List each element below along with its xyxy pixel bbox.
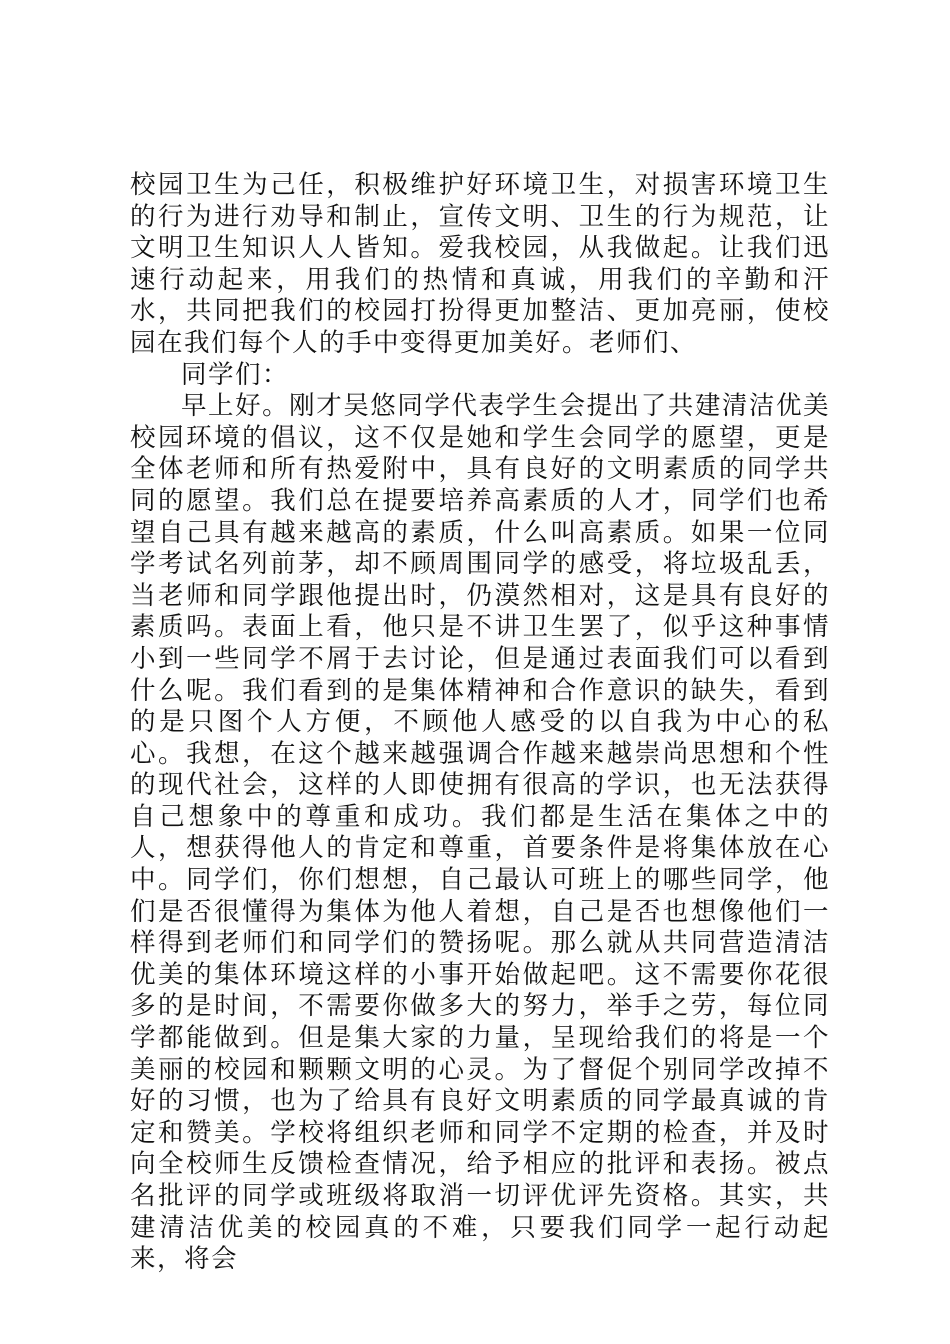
paragraph-salutation: 同学们： (181, 359, 290, 390)
paragraph-continuation: 校园卫生为己任，积极维护好环境卫生，对损害环境卫生的行为进行劝导和制止，宣传文明、卫生的行为规范，让文明卫生知识人人皆知。爱我校园，从我做起。让我们迅速行动起来，用我们的热情和真诚，用我们的辛勤和汗水，共同把我们的校园打扮得更加整洁、更加亮丽，使校园在我们每个人的手中变得更加美好。老师们、 (130, 170, 830, 358)
paragraph-speech-body: 早上好。刚才吴悠同学代表学生会提出了共建清洁优美校园环境的倡议，这不仅是她和学生会同学的愿望，更是全体老师和所有热爱附中，具有良好的文明素质的同学共同的愿望。我们总在提要培养高素质的人才，同学们也希望自己具有越来越高的素质，什么叫高素质。如果一位同学考试名列前茅，却不顾周围同学的感受，将垃圾乱丢，当老师和同学跟他提出时，仍漠然相对，这是具有良好的素质吗。表面上看，他只是不讲卫生罢了，似乎这种事情小到一些同学不屑于去讨论，但是通过表面我们可以看到什么呢。我们看到的是集体精神和合作意识的缺失，看到的是只图个人方便，不顾他人感受的以自我为中心的私心。我想，在这个越来越强调合作越来越崇尚思想和个性的现代社会，这样的人即使拥有很高的学识，也无法获得自己想象中的尊重和成功。我们都是生活在集体之中的人，想获得他人的肯定和尊重，首要条件是将集体放在心中。同学们，你们想想，自己最认可班上的哪些同学，他们是否很懂得为集体为他人着想，自己是否也想像他们一样得到老师们和同学们的赞扬呢。那么就从共同营造清洁优美的集体环境这样的小事开始做起吧。这不需要你花很多的是时间，不需要你做多大的努力，举手之劳，每位同学都能做到。但是集大家的力量，呈现给我们的将是一个美丽的校园和颗颗文明的心灵。为了督促个别同学改掉不好的习惯，也为了给具有良好文明素质的同学最真诚的肯定和赞美。学校将组织老师和同学不定期的检查，并及时向全校师生反馈检查情况，给予相应的批评和表扬。被点名批评的同学或班级将取消一切评优评先资格。其实，共建清洁优美的校园真的不难，只要我们同学一起行动起来，将会 (130, 391, 830, 1275)
document-body (130, 170, 830, 1276)
